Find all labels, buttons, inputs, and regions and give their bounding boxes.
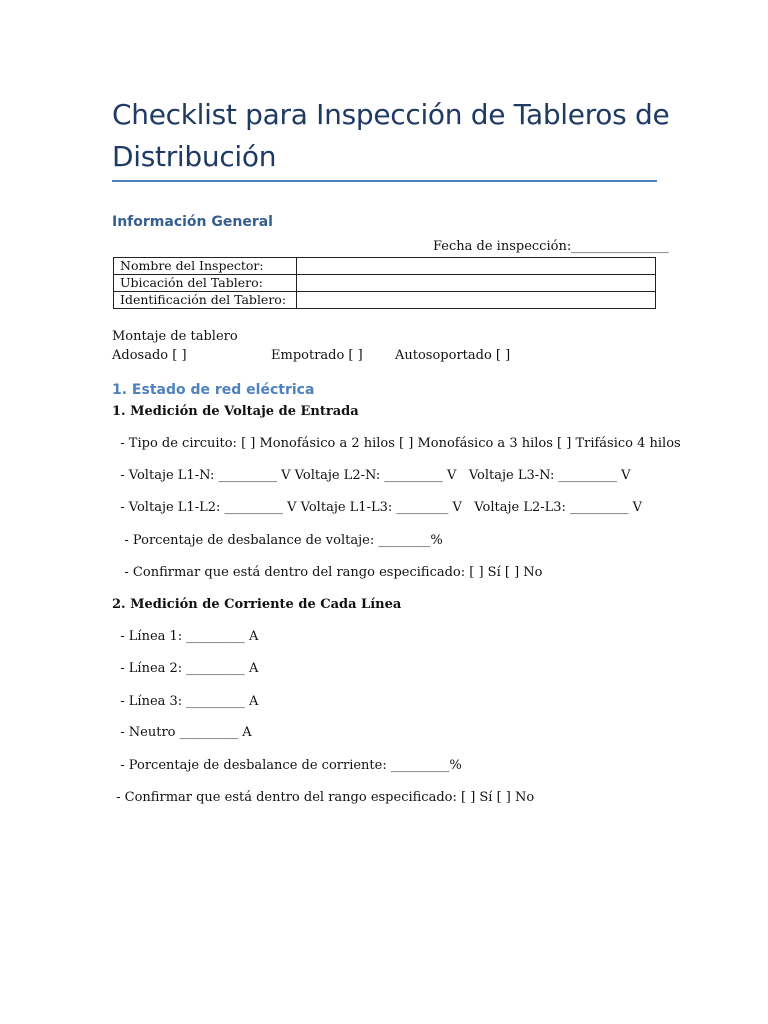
mount-option-adosado: Adosado [ ] <box>112 348 187 363</box>
voltage-unbalance-line: - Porcentaje de desbalance de voltaje: ________% <box>112 533 443 548</box>
table-row <box>114 258 656 275</box>
board-location-value <box>297 275 656 292</box>
inspector-name-label: Nombre del Inspector: <box>114 258 297 275</box>
neutral-current-line: - Neutro _________ A <box>112 725 252 740</box>
voltage-heading: 1. Medición de Voltaje de Entrada <box>112 404 359 419</box>
current-heading: 2. Medición de Corriente de Cada Línea <box>112 597 402 612</box>
board-location-label: Ubicación del Tablero: <box>114 275 297 292</box>
circuit-type-line: - Tipo de circuito: [ ] Monofásico a 2 hilos [ ] Monofásico a 3 hilos [ ] Trifásico 4 hilos <box>112 436 681 451</box>
general-info-table <box>113 257 656 309</box>
line2-current-line: - Línea 2: _________ A <box>112 661 259 676</box>
board-id-value <box>297 292 656 309</box>
mount-option-autosoportado: Autosoportado [ ] <box>395 348 511 363</box>
line3-current-line: - Línea 3: _________ A <box>112 694 259 709</box>
general-info-heading: Información General <box>112 214 273 230</box>
section1-heading: 1. Estado de red eléctrica <box>112 382 315 398</box>
mount-option-empotrado: Empotrado [ ] <box>271 348 363 363</box>
line1-current-line: - Línea 1: _________ A <box>112 629 259 644</box>
current-unbalance-line: - Porcentaje de desbalance de corriente: _________% <box>112 758 462 773</box>
page-title: Checklist para Inspección de Tableros de Distribución <box>112 98 670 173</box>
current-range-confirm-line: - Confirmar que está dentro del rango especificado: [ ] Sí [ ] No <box>112 790 535 805</box>
inspector-name-value <box>297 258 656 275</box>
phase-neutral-voltage-line: - Voltaje L1-N: _________ V Voltaje L2-N: _________ V Voltaje L3-N: _________ V <box>112 468 631 483</box>
phase-phase-voltage-line: - Voltaje L1-L2: _________ V Voltaje L1-L3: ________ V Voltaje L2-L3: _________ V <box>112 500 643 515</box>
mount-title: Montaje de tablero <box>112 329 238 344</box>
board-id-label: Identificación del Tablero: <box>114 292 297 309</box>
inspection-date-field: Fecha de inspección:_______________ <box>433 239 669 254</box>
voltage-range-confirm-line: - Confirmar que está dentro del rango especificado: [ ] Sí [ ] No <box>112 565 543 580</box>
table-row <box>114 275 656 292</box>
table-row <box>114 292 656 309</box>
title-divider <box>112 180 657 182</box>
